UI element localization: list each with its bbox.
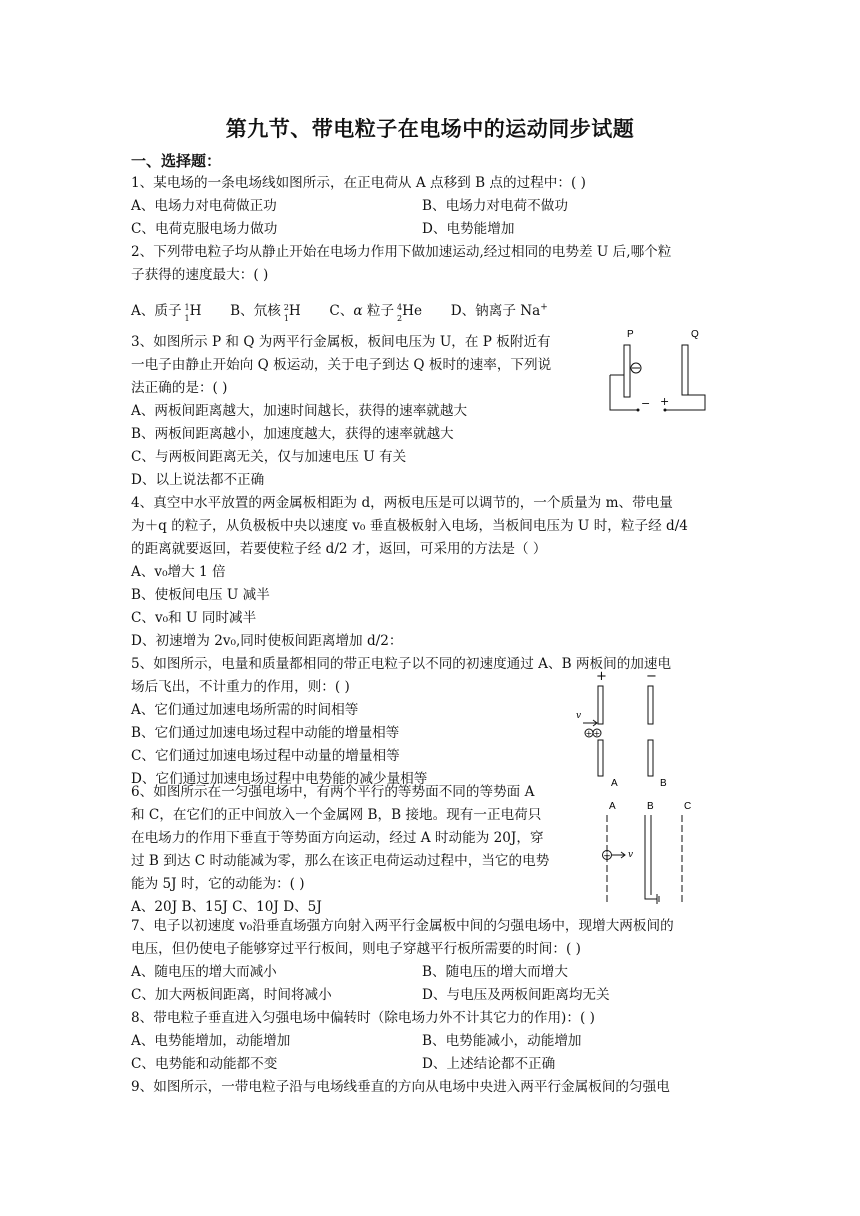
q7-option-a: A、随电压的增大而减小 (131, 964, 277, 980)
q5-option-d: D、它们通过加速电场过程中电势能的减少量相等 (131, 771, 428, 787)
q1-stem: 1、某电场的一条电场线如图所示，在正电荷从 A 点移到 B 点的过程中：( ) (131, 175, 586, 191)
q6-stem-line3: 在电场力的作用下垂直于等势面方向运动，经过 A 时动能为 20J，穿 (131, 830, 544, 846)
q5-velocity-label: v (576, 711, 582, 721)
svg-text:+: + (593, 729, 601, 738)
q5-plate-a-top (598, 686, 603, 724)
q8-option-b: B、电势能减小，动能增加 (422, 1033, 582, 1049)
q3-label-p: P (627, 329, 634, 340)
q6-label-a: A (609, 801, 616, 812)
q5-option-a: A、它们通过加速电场所需的时间相等 (131, 702, 359, 718)
q3-label-q: Q (691, 329, 699, 340)
q8-stem: 8、带电粒子垂直进入匀强电场中偏转时（除电场力外不计其它力的作用)：( ) (131, 1010, 595, 1026)
q1-option-c: C、电荷克服电场力做功 (131, 221, 278, 237)
svg-text:+: + (603, 851, 611, 862)
q4-option-b: B、使板间电压 U 减半 (131, 587, 270, 603)
q9-stem-line1: 9、如图所示，一带电粒子沿与电场线垂直的方向从电场中央进入两平行金属板间的匀强电 (131, 1079, 670, 1095)
q6-stem-line5: 能为 5J 时，它的动能为：( ) (131, 876, 305, 892)
q3-option-c: C、与两板间距离无关，仅与加速电压 U 有关 (131, 449, 407, 465)
q5-plate-b-top (648, 686, 653, 724)
q3-stem-line3: 法正确的是：( ) (131, 380, 228, 396)
q5-option-c: C、它们通过加速电场过程中动量的增量相等 (131, 748, 400, 764)
q5-label-b: B (660, 778, 667, 789)
q2-option-a: A、质子 1 1 H (131, 302, 202, 323)
section-heading: 一、选择题： (131, 152, 222, 170)
q5-plate-a-bottom (598, 740, 603, 776)
q2-option-b: B、氘核 2 1 H (230, 302, 301, 323)
svg-text:+: + (585, 729, 593, 738)
q3-wire-right (665, 395, 705, 410)
q5-minus-sign: − (646, 669, 657, 684)
q6-stem-line1: 6、如图所示在一匀强电场中，有两个平行的等势面不同的等势面 A (131, 784, 535, 800)
q5-stem-line1: 5、如图所示，电量和质量都相同的带正电粒子以不同的初速度通过 A、B 两板间的加速电 (131, 656, 672, 672)
q3-parallel-plates-figure (605, 325, 715, 415)
q6-options: A、20J B、15J C、10J D、5J (131, 899, 322, 915)
q7-stem-line1: 7、电子以初速度 v₀沿垂直场强方向射入两平行金属板中间的匀强电场中，现增大两板间的 (131, 918, 674, 934)
q3-plate-q (682, 345, 688, 395)
q2-option-c: C、α 粒子 4 2 He (329, 302, 423, 323)
q3-plus-terminal: + (660, 395, 670, 408)
q4-option-c: C、v₀和 U 同时减半 (131, 610, 257, 626)
q1-option-b: B、电场力对电荷不做功 (422, 198, 568, 214)
q1-option-a: A、电场力对电荷做正功 (131, 198, 277, 214)
q3-option-b: B、两板间距离越小，加速度越大，获得的速率就越大 (131, 426, 454, 442)
q5-accelerating-field-figure (570, 668, 680, 790)
q4-stem-line1: 4、真空中水平放置的两金属板相距为 d，两板电压是可以调节的，一个质量为 m、带电量 (131, 495, 673, 511)
q8-option-c: C、电势能和动能都不变 (131, 1056, 278, 1072)
q8-option-a: A、电势能增加，动能增加 (131, 1033, 291, 1049)
q4-option-a: A、v₀增大 1 倍 (131, 564, 226, 580)
q4-option-d: D、初速增为 2v₀,同时使板间距离增加 d/2： (131, 633, 403, 649)
q5-plus-sign: + (596, 669, 607, 684)
q3-option-a: A、两板间距离越大，加速时间越长，获得的速率就越大 (131, 403, 468, 419)
q3-plate-p (624, 345, 630, 397)
q3-stem-line2: 一电子由静止开始向 Q 板运动，关于电子到达 Q 板时的速率，下列说 (131, 357, 552, 373)
q5-plate-b-bottom (648, 740, 653, 776)
q6-stem-line4: 过 B 到达 C 时动能减为零，那么在该正电荷运动过程中，当它的电势 (131, 853, 550, 869)
q2-option-d: D、钠离子 Na+ (450, 302, 548, 319)
q3-minus-terminal: − (641, 397, 651, 410)
q7-option-c: C、加大两板间距离，时间将减小 (131, 987, 332, 1003)
q7-option-b: B、随电压的增大而增大 (422, 964, 568, 980)
page-title: 第九节、带电粒子在电场中的运动同步试题 (225, 117, 635, 141)
q2-stem-line2: 子获得的速度最大：( ) (131, 267, 269, 283)
q1-option-d: D、电势能增加 (422, 221, 515, 237)
q6-ground-icon (645, 895, 657, 899)
q4-stem-line2: 为＋q 的粒子，从负极板中央以速度 v₀ 垂直极板射入电场，当板间电压为 U 时，粒子经 d/4 (131, 518, 688, 534)
q6-stem-line2: 和 C，在它们的正中间放入一个金属网 B，B 接地。现有一正电荷只 (131, 807, 542, 823)
q2-options (131, 297, 548, 321)
q3-stem-line1: 3、如图所示 P 和 Q 为两平行金属板，板间电压为 U，在 P 板附近有 (131, 334, 551, 350)
q6-label-b: B (647, 801, 654, 812)
q5-stem-line2: 场后飞出，不计重力的作用，则：( ) (131, 679, 350, 695)
q8-option-d: D、上述结论都不正确 (422, 1056, 556, 1072)
q6-label-c: C (684, 801, 692, 812)
q7-stem-line2: 电压，但仍使电子能够穿过平行板间，则电子穿越平行板所需要的时间：( ) (131, 941, 581, 957)
q4-stem-line3: 的距离就要返回，若要使粒子经 d/2 才，返回，可采用的方法是（ ） (131, 541, 547, 557)
q2-stem-line1: 2、下列带电粒子均从静止开始在电场力作用下做加速运动,经过相同的电势差 U 后,哪个粒 (131, 244, 672, 260)
q6-equipotential-figure (595, 795, 705, 907)
q7-option-d: D、与电压及两板间距离均无关 (422, 987, 610, 1003)
q3-option-d: D、以上说法都不正确 (131, 472, 265, 488)
q6-velocity-label: v (628, 850, 634, 860)
q5-label-a: A (611, 778, 618, 789)
q5-option-b: B、它们通过加速电场过程中动能的增量相等 (131, 725, 400, 741)
